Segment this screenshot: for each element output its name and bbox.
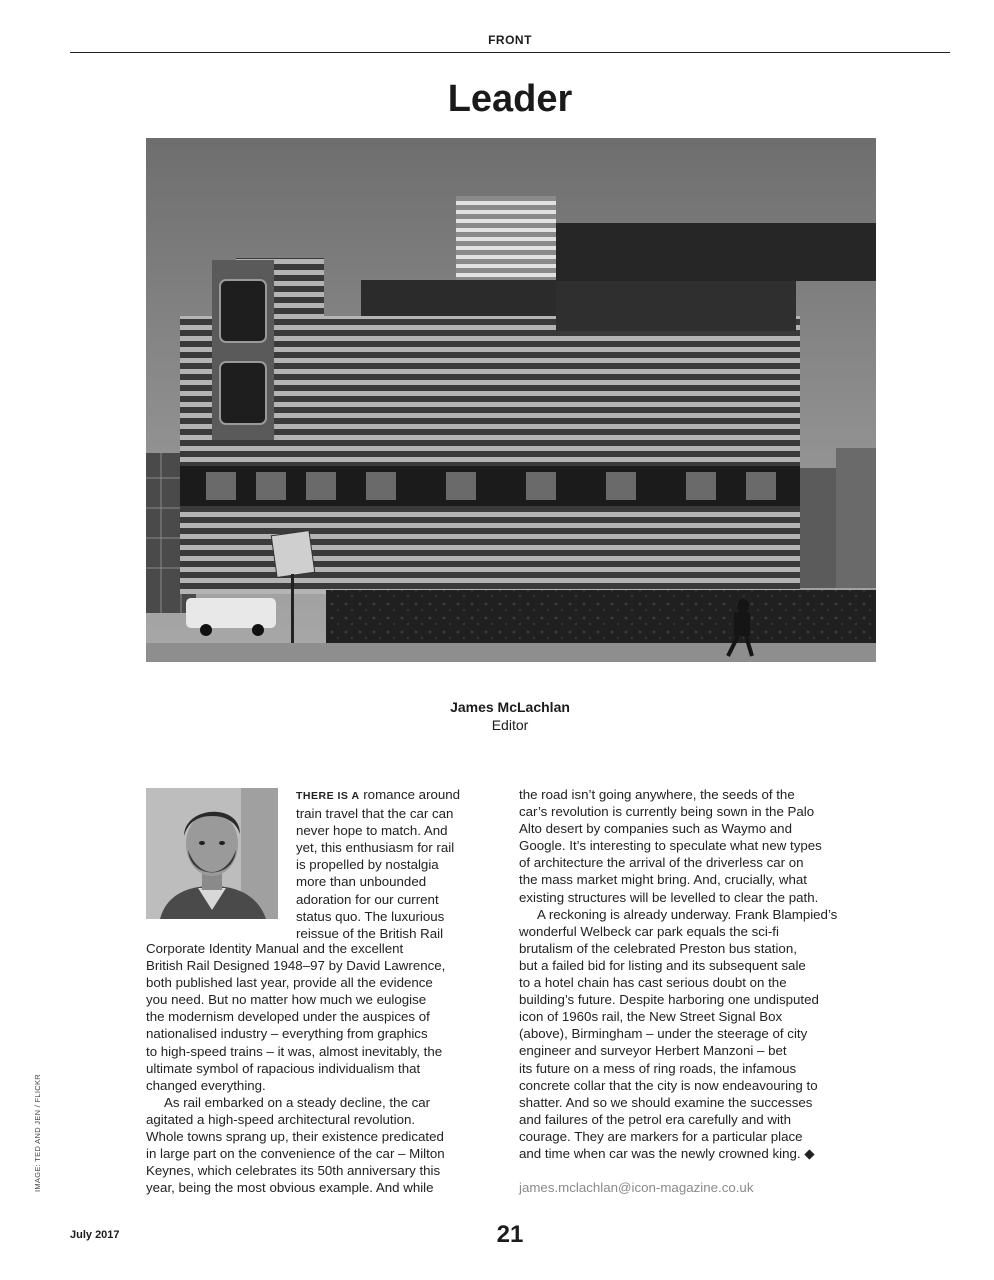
col1-line: adoration for our current — [296, 891, 439, 907]
col1-line: romance around — [363, 787, 461, 802]
col2-line: its future on a mess of ring roads, the infamous — [519, 1060, 797, 1076]
col1-line: you need. But no matter how much we eulogise — [146, 992, 427, 1008]
col2-line: courage. They are markers for a particular place — [519, 1128, 803, 1144]
col1-line: British Rail Designed 1948–97 by David Lawrence, — [146, 958, 446, 974]
col2-line: the mass market might bring. And, crucially, what — [519, 872, 807, 888]
col1-line: nationalised industry – everything from graphics — [146, 1026, 428, 1042]
col1-line: agitated a high-speed architectural revolution. — [146, 1111, 416, 1127]
col2-line: and time when car was the newly crowned king. ◆ — [519, 1145, 815, 1161]
col1-line: is propelled by nostalgia — [296, 857, 439, 873]
col1-line: status quo. The luxurious — [296, 908, 445, 924]
author-portrait — [146, 788, 278, 919]
author-email-link[interactable]: james.mclachlan@icon-magazine.co.uk — [519, 1180, 754, 1195]
section-label: FRONT — [488, 33, 532, 47]
col1-line: year, being the most obvious example. And while — [146, 1180, 434, 1196]
image-credit: IMAGE: TED AND JEN / FLICKR — [33, 1074, 42, 1192]
col2-line: brutalism of the celebrated Preston bus station, — [519, 940, 797, 956]
col2-line: Alto desert by companies such as Waymo and — [519, 821, 792, 837]
col2-line: to a hotel chain has cast serious doubt on the — [519, 975, 787, 991]
col1-line: As rail embarked on a steady decline, the car — [164, 1094, 431, 1110]
col2-line: building’s future. Despite harboring one undisputed — [519, 992, 819, 1008]
hero-photo — [146, 138, 876, 662]
building-photo-icon — [146, 138, 876, 662]
col2-line: but a failed bid for listing and its subsequent sale — [519, 957, 806, 973]
col2-line: concrete collar that the city is now endeavouring to — [519, 1077, 818, 1093]
col1-line: train travel that the car can — [296, 806, 454, 822]
article-col1-body — [146, 940, 506, 1196]
col1-line: Keynes, which celebrates its 50th anniversary this — [146, 1163, 441, 1179]
article-col2 — [519, 786, 889, 1162]
col2-line: car’s revolution is currently being sown in the Palo — [519, 804, 815, 820]
col1-line: both published last year, provide all the evidence — [146, 975, 433, 991]
col1-line: yet, this enthusiasm for rail — [296, 840, 455, 856]
header-rule — [70, 52, 950, 53]
col2-line: and failures of the petrol era carefully and with — [519, 1111, 792, 1127]
col2-line: shatter. And so we should examine the successes — [519, 1094, 813, 1110]
page-title: Leader — [447, 78, 573, 120]
col2-line: the road isn’t going anywhere, the seeds of the — [519, 787, 795, 802]
issue-date: July 2017 — [70, 1229, 120, 1241]
author-portrait-icon — [146, 788, 278, 919]
col1-line: reissue of the British Rail — [296, 925, 444, 941]
author-role: Editor — [491, 717, 529, 733]
col1-line: ultimate symbol of rapacious individualism that — [146, 1060, 421, 1076]
lead-in: THERE IS A — [296, 790, 360, 802]
col2-line: Google. It’s interesting to speculate what new types — [519, 838, 822, 854]
col2-line: (above), Birmingham – under the steerage of city — [519, 1026, 808, 1042]
col2-line: A reckoning is already underway. Frank Blampied’s — [537, 906, 838, 922]
col1-line: Whole towns sprang up, their existence predicated — [146, 1129, 444, 1145]
col1-line: never hope to match. And — [296, 823, 448, 839]
col1-line: to high-speed trains – it was, almost inevitably, the — [146, 1043, 443, 1059]
col2-line: icon of 1960s rail, the New Street Signal Box — [519, 1009, 783, 1025]
col1-line: more than unbounded — [296, 874, 427, 890]
col1-line: Corporate Identity Manual and the excellent — [146, 941, 404, 956]
col2-line: existing structures will be levelled to clear the path. — [519, 889, 819, 905]
col2-line: of architecture the arrival of the driverless car on — [519, 855, 804, 871]
col2-line: engineer and surveyor Herbert Manzoni – bet — [519, 1043, 787, 1059]
col2-line: wonderful Welbeck car park equals the sci-fi — [519, 923, 779, 939]
author-name: James McLachlan — [450, 699, 570, 715]
col1-line: in large part on the convenience of the car – Milton — [146, 1146, 445, 1162]
page-number: 21 — [496, 1221, 524, 1248]
article-col1-intro — [296, 786, 506, 942]
col1-line: changed everything. — [146, 1077, 266, 1093]
col1-line: the modernism developed under the auspices of — [146, 1009, 430, 1025]
